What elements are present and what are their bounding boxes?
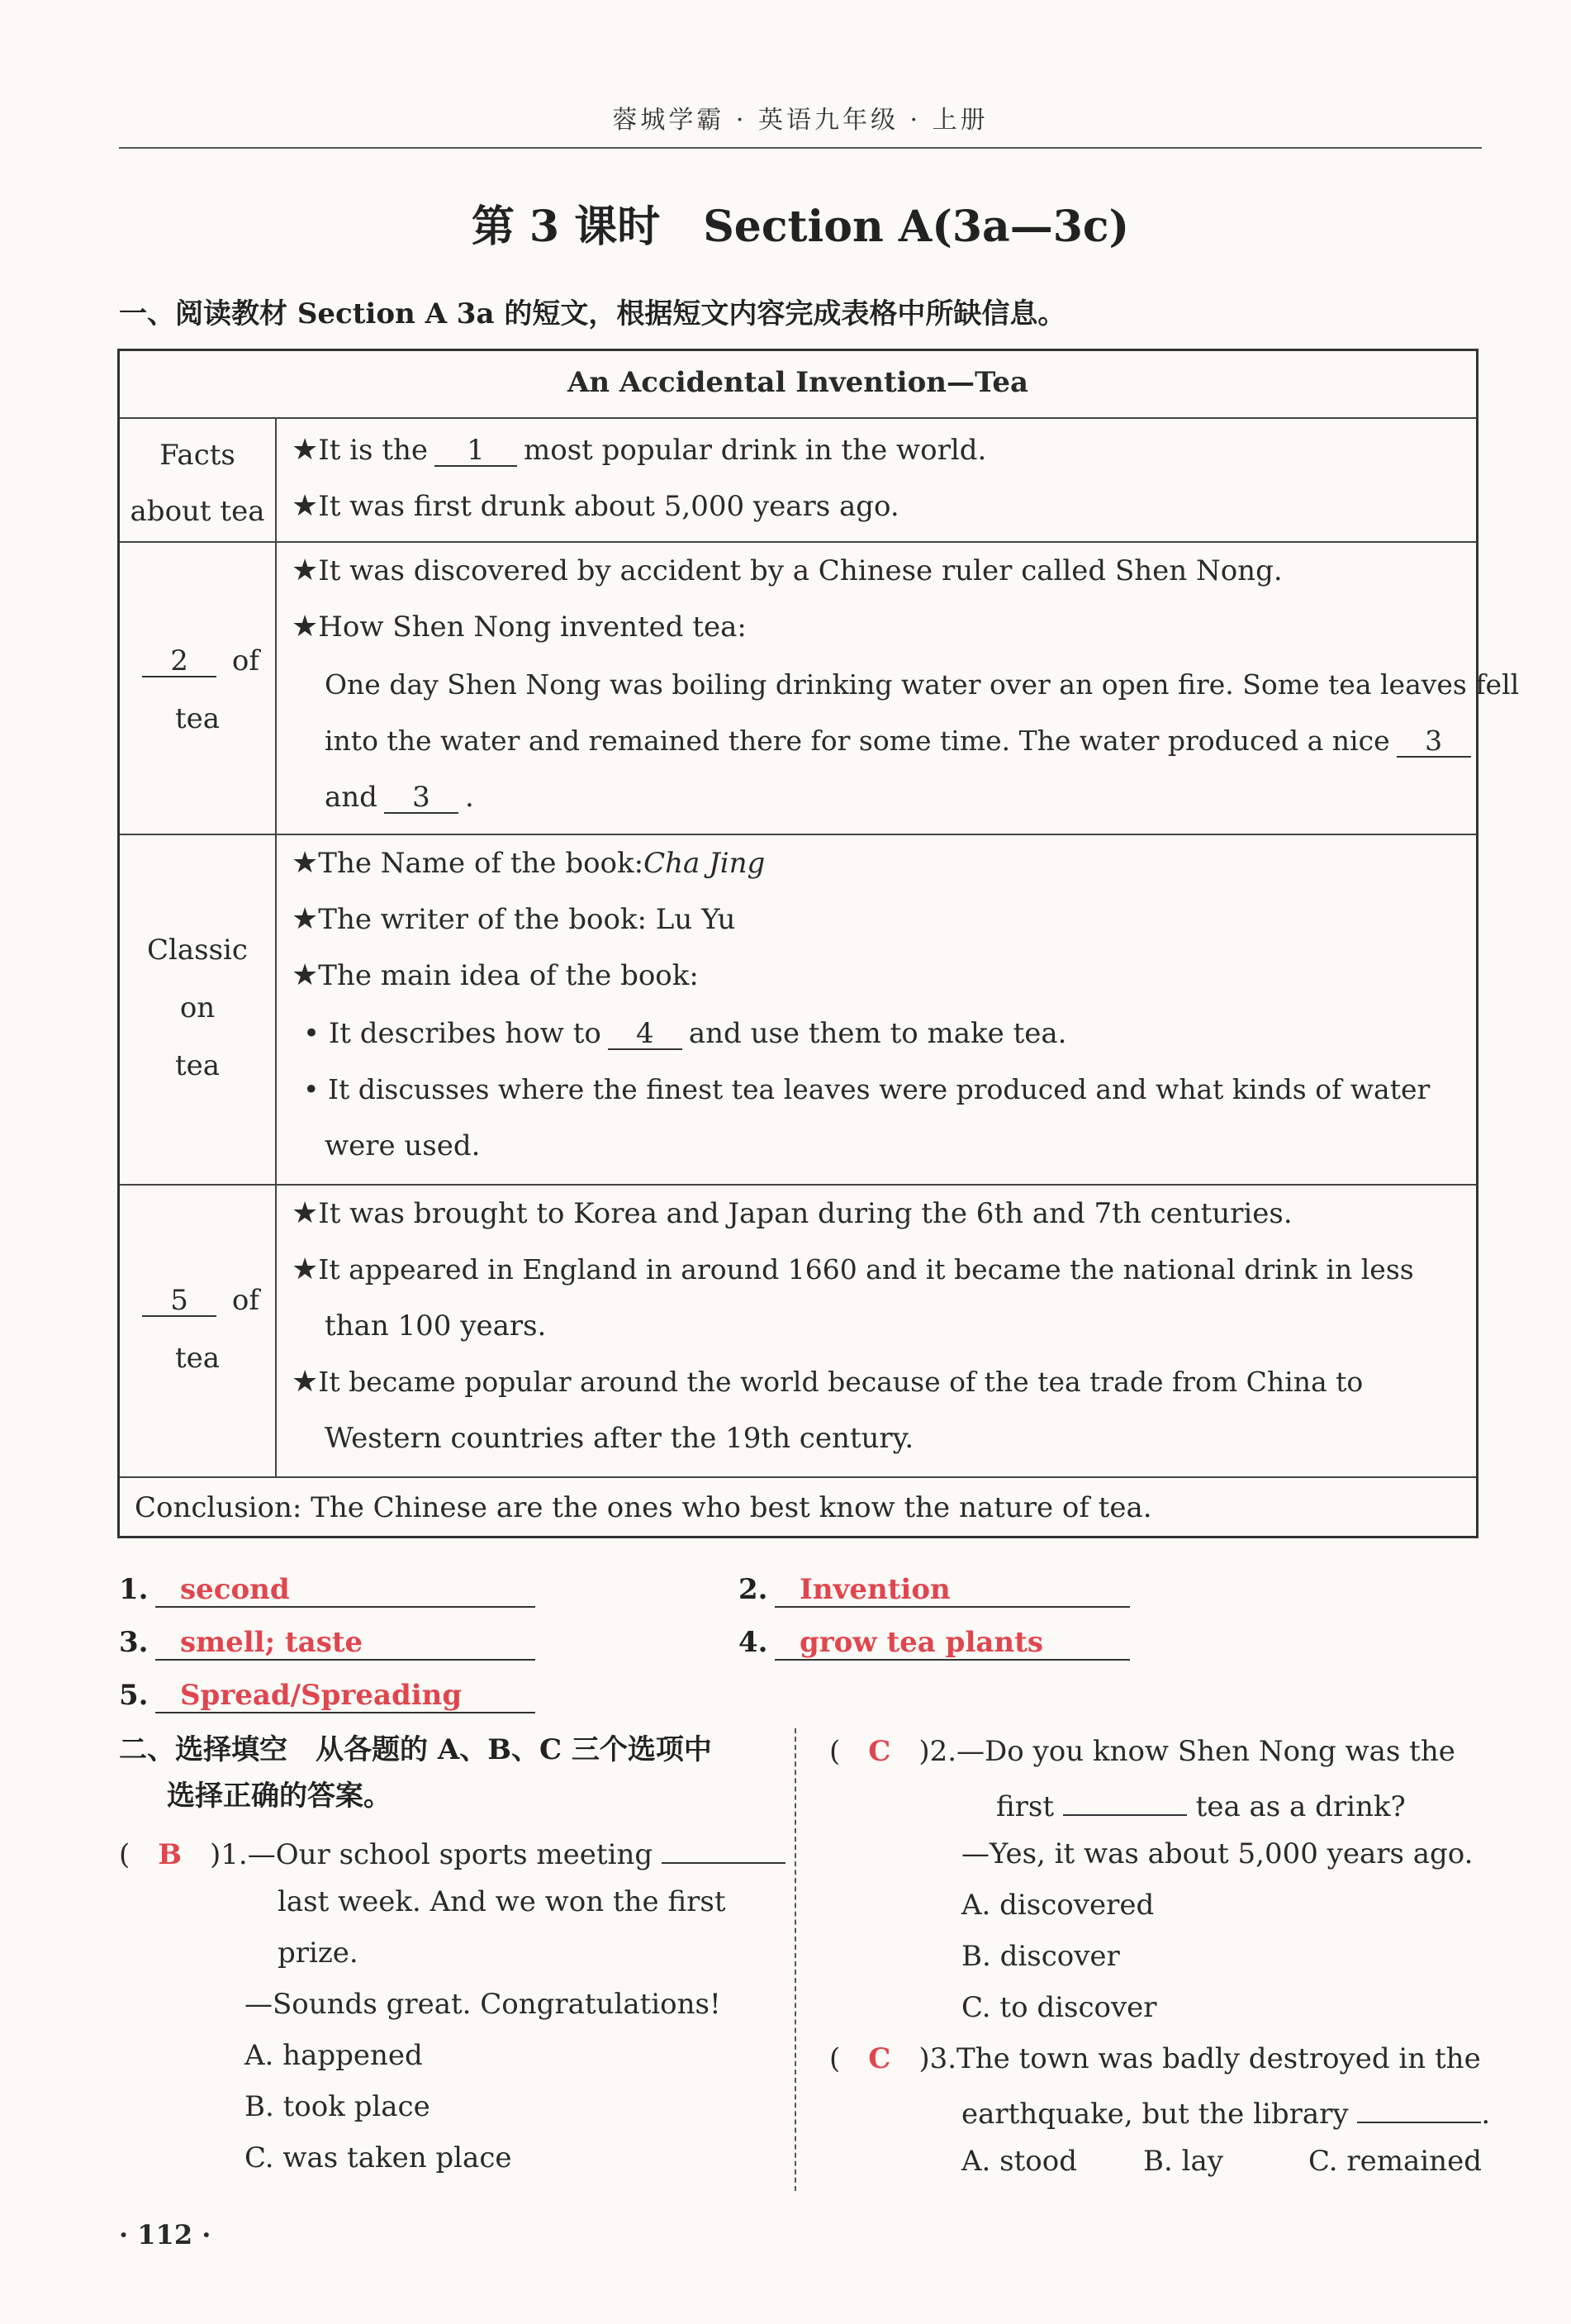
- column-divider: [795, 1728, 796, 2191]
- question-2-option-b: B. discover: [961, 1940, 1120, 1973]
- line-text: were used.: [325, 1129, 481, 1162]
- line-text: into the water and remained there for some time. The water produced a nice: [325, 725, 1390, 757]
- line-text: It became popular around the world because of the tea trade from China to: [318, 1366, 1364, 1398]
- header-rule: [119, 147, 1482, 149]
- star-icon: ★: [292, 1196, 319, 1230]
- question-number: 1.: [221, 1838, 248, 1871]
- question-1-option-c: C. was taken place: [244, 2141, 512, 2174]
- stem-text: earthquake, but the library: [961, 2098, 1349, 2131]
- table-line: [303, 1073, 1430, 1106]
- line-text: The main idea of the book:: [318, 959, 699, 992]
- table-line: [292, 434, 986, 467]
- table-line: [325, 781, 474, 814]
- stem-text: tea as a drink?: [1195, 1790, 1406, 1823]
- label-line: tea: [174, 702, 221, 735]
- question-3-option-c: C. remained: [1308, 2145, 1482, 2178]
- table-line: [292, 490, 899, 523]
- label-line: on: [179, 991, 216, 1024]
- label-line: tea: [174, 1049, 221, 1082]
- star-icon: ★: [292, 554, 319, 587]
- row-label-spread: [120, 1271, 275, 1387]
- line-text: It discusses where the finest tea leaves were produced and what kinds of water: [327, 1073, 1431, 1105]
- table-rule: [120, 417, 1476, 419]
- star-icon: ★: [292, 489, 319, 523]
- table-line: [292, 1366, 1363, 1399]
- table-line: [292, 903, 735, 936]
- answer-number: 5.: [119, 1679, 149, 1712]
- answer-number: 2.: [738, 1573, 768, 1606]
- blank-3a: 3: [1397, 726, 1471, 758]
- line-text: It was brought to Korea and Japan during the 6th and 7th centuries.: [318, 1197, 1293, 1230]
- running-header: 蓉城学霸 · 英语九年级 · 上册: [612, 106, 989, 135]
- label-line: Facts: [159, 439, 235, 472]
- line-text: One day Shen Nong was boiling drinking water over an open fire. Some tea leaves fell: [325, 668, 1520, 701]
- question-1-option-a: A. happened: [244, 2039, 423, 2072]
- row-label-invention: [120, 632, 275, 748]
- line-text: It was first drunk about 5,000 years ago.: [318, 490, 899, 523]
- stem-text: —Do you know Shen Nong was the: [956, 1735, 1455, 1768]
- table-col-divider: [275, 419, 277, 1476]
- answer-blank: [662, 1834, 786, 1864]
- question-1-stem: ( B )1.—Our school sports meeting: [119, 1834, 786, 1871]
- blank-3b: 3: [384, 782, 458, 814]
- question-number: 3.: [929, 2042, 957, 2075]
- answer-5: [119, 1679, 535, 1713]
- label-text: of: [231, 1284, 259, 1317]
- answer-number: 3.: [119, 1626, 149, 1659]
- table-conclusion: Conclusion: The Chinese are the ones who best know the nature of tea.: [135, 1491, 1152, 1524]
- question-3-stem: ( C )3.The town was badly destroyed in the: [829, 2042, 1481, 2075]
- question-2-stem: ( C )2.—Do you know Shen Nong was the: [829, 1735, 1455, 1768]
- answer-value: second: [155, 1573, 535, 1608]
- answer-value: smell; taste: [155, 1626, 535, 1661]
- heading-line: 二、选择填空 从各题的 A、B、C 三个选项中: [119, 1733, 712, 1766]
- label-line: Classic: [147, 934, 248, 967]
- answer-2: [738, 1573, 1130, 1608]
- question-1-option-b: B. took place: [244, 2090, 430, 2123]
- table-line: [325, 1129, 480, 1162]
- star-icon: ★: [292, 846, 319, 880]
- stem-text: —Our school sports meeting: [247, 1838, 653, 1871]
- table-rule: [120, 1184, 1476, 1186]
- answer-mark: C: [868, 2042, 891, 2075]
- star-icon: ★: [292, 610, 319, 644]
- label-line: [120, 632, 275, 690]
- line-text: It describes how to: [328, 1017, 601, 1050]
- question-1-reply: —Sounds great. Congratulations!: [244, 1988, 721, 2021]
- blank-4: 4: [608, 1019, 682, 1050]
- line-text: .: [464, 781, 474, 814]
- question-3-option-a: A. stood: [961, 2145, 1077, 2178]
- section2-heading: [119, 1727, 712, 1819]
- answer-3: [119, 1626, 535, 1661]
- line-text: It was discovered by accident by a Chinese ruler called Shen Nong.: [318, 554, 1283, 587]
- answer-number: 1.: [119, 1573, 149, 1606]
- answer-blank: [1357, 2094, 1481, 2123]
- star-icon: ★: [292, 1252, 319, 1286]
- line-text: It is the: [318, 434, 428, 467]
- question-2-option-c: C. to discover: [961, 1991, 1157, 2024]
- line-text: How Shen Nong invented tea:: [318, 611, 747, 644]
- table-line: [325, 725, 1478, 758]
- page-number: · 112 ·: [119, 2219, 211, 2250]
- blank-1: 1: [434, 435, 517, 467]
- line-text: than 100 years.: [325, 1309, 547, 1343]
- stem-text: first: [996, 1790, 1055, 1823]
- heading-line: 选择正确的答案。: [167, 1780, 392, 1813]
- section1-instruction: 一、阅读教材 Section A 3a 的短文，根据短文内容完成表格中所缺信息。: [119, 297, 1066, 330]
- table-line: [325, 1422, 914, 1455]
- question-1-stem-line: last week. And we won the first: [278, 1885, 726, 1918]
- table-rule: [120, 1476, 1476, 1478]
- question-1-stem-line: prize.: [278, 1937, 358, 1970]
- table-line: [325, 1309, 546, 1343]
- question-2-reply: —Yes, it was about 5,000 years ago.: [961, 1837, 1474, 1870]
- answer-blank: [1063, 1786, 1187, 1816]
- label-line: tea: [174, 1342, 221, 1375]
- lesson-title: 第 3 课时 Section A(3a—3c): [471, 202, 1130, 252]
- table-line: [292, 1197, 1293, 1230]
- table-rule: [120, 541, 1476, 543]
- row-label-classic: [120, 921, 275, 1095]
- blank-2: 2: [142, 646, 216, 677]
- answer-value: grow tea plants: [775, 1626, 1130, 1661]
- line-text: The Name of the book:: [318, 847, 644, 880]
- table-caption: An Accidental Invention—Tea: [567, 366, 1029, 399]
- table-rule: [120, 834, 1476, 835]
- table-line: [292, 1253, 1414, 1286]
- star-icon: ★: [292, 1365, 319, 1399]
- line-text: and use them to make tea.: [688, 1017, 1067, 1050]
- book-title: Cha Jing: [643, 847, 766, 880]
- answer-4: [738, 1626, 1130, 1661]
- answer-mark: B: [158, 1838, 183, 1871]
- question-3-stem-line: earthquake, but the library .: [961, 2094, 1490, 2131]
- line-text: The writer of the book: Lu Yu: [318, 903, 736, 936]
- table-line: [292, 611, 747, 644]
- star-icon: ★: [292, 958, 319, 992]
- answer-mark: C: [868, 1735, 891, 1768]
- answer-1: [119, 1573, 535, 1608]
- star-icon: ★: [292, 902, 319, 936]
- line-text: most popular drink in the world.: [524, 434, 987, 467]
- row-label-facts: [120, 427, 275, 539]
- label-line: [120, 1271, 275, 1329]
- table-line: [325, 668, 1519, 701]
- info-table: [117, 349, 1520, 1538]
- label-line: about tea: [130, 495, 265, 528]
- blank-5: 5: [142, 1286, 216, 1317]
- stem-text: The town was badly destroyed in the: [956, 2042, 1481, 2075]
- answer-value: Spread/Spreading: [155, 1679, 535, 1713]
- table-line: [292, 847, 765, 880]
- line-text: and: [325, 781, 377, 814]
- table-line: [292, 959, 699, 992]
- question-2-stem-line: [996, 1786, 1406, 1823]
- line-text: It appeared in England in around 1660 and it became the national drink in less: [318, 1253, 1414, 1286]
- answer-value: Invention: [775, 1573, 1130, 1608]
- table-line: [292, 554, 1283, 587]
- question-number: 2.: [929, 1735, 957, 1768]
- label-text: of: [231, 644, 259, 677]
- bullet-icon: •: [303, 1017, 320, 1050]
- answer-number: 4.: [738, 1626, 768, 1659]
- line-text: Western countries after the 19th century.: [325, 1422, 914, 1455]
- star-icon: ★: [292, 433, 319, 467]
- bullet-icon: •: [303, 1073, 320, 1105]
- question-3-option-b: B. lay: [1143, 2145, 1223, 2178]
- table-line: [303, 1017, 1066, 1050]
- question-2-option-a: A. discovered: [961, 1889, 1155, 1922]
